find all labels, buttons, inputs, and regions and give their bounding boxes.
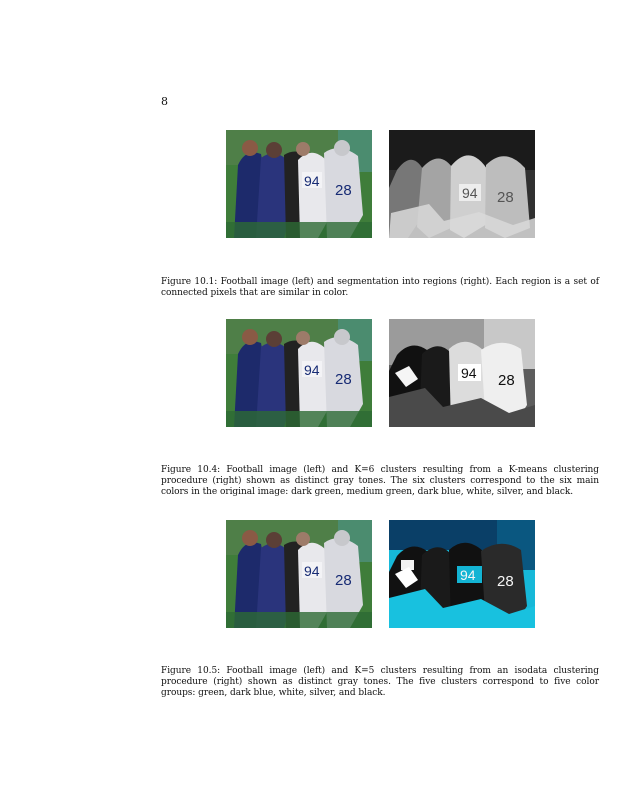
svg-text:28: 28 bbox=[498, 372, 515, 389]
svg-text:94: 94 bbox=[461, 365, 477, 381]
figure-caption-10-5: Figure 10.5: Football image (left) and K=5 clusters resulting from an isodata clustering procedure (right) shown as distinct gray tones. The five clusters correspond to five color groups: green, dark blue, white, silver, and black. bbox=[161, 666, 599, 698]
svg-text:28: 28 bbox=[335, 572, 352, 589]
svg-text:28: 28 bbox=[335, 371, 352, 388]
svg-text:94: 94 bbox=[462, 185, 478, 201]
segmentation-image-right bbox=[389, 130, 535, 238]
svg-text:94: 94 bbox=[460, 567, 476, 583]
isodata-cluster-image-right bbox=[389, 520, 535, 628]
svg-text:94: 94 bbox=[304, 173, 320, 189]
football-image-left bbox=[226, 130, 372, 238]
svg-text:28: 28 bbox=[335, 182, 352, 199]
svg-text:28: 28 bbox=[497, 189, 514, 206]
football-image-left bbox=[226, 520, 372, 628]
svg-text:94: 94 bbox=[304, 362, 320, 378]
page-number: 8 bbox=[161, 95, 168, 108]
football-image-left bbox=[226, 319, 372, 427]
figure-caption-10-1: Figure 10.1: Football image (left) and segmentation into regions (right). Each region is a set of connected pixels that are similar in color. bbox=[161, 277, 599, 298]
kmeans-cluster-image-right bbox=[389, 319, 535, 427]
svg-text:94: 94 bbox=[304, 563, 320, 579]
svg-text:28: 28 bbox=[497, 573, 514, 590]
figure-caption-10-4: Figure 10.4: Football image (left) and K=6 clusters resulting from a K-means clustering procedure (right) shown as distinct gray tones. The six clusters correspond to the six main colors in the original image: dark green, medium green, dark blue, white, silver, and black. bbox=[161, 465, 599, 497]
